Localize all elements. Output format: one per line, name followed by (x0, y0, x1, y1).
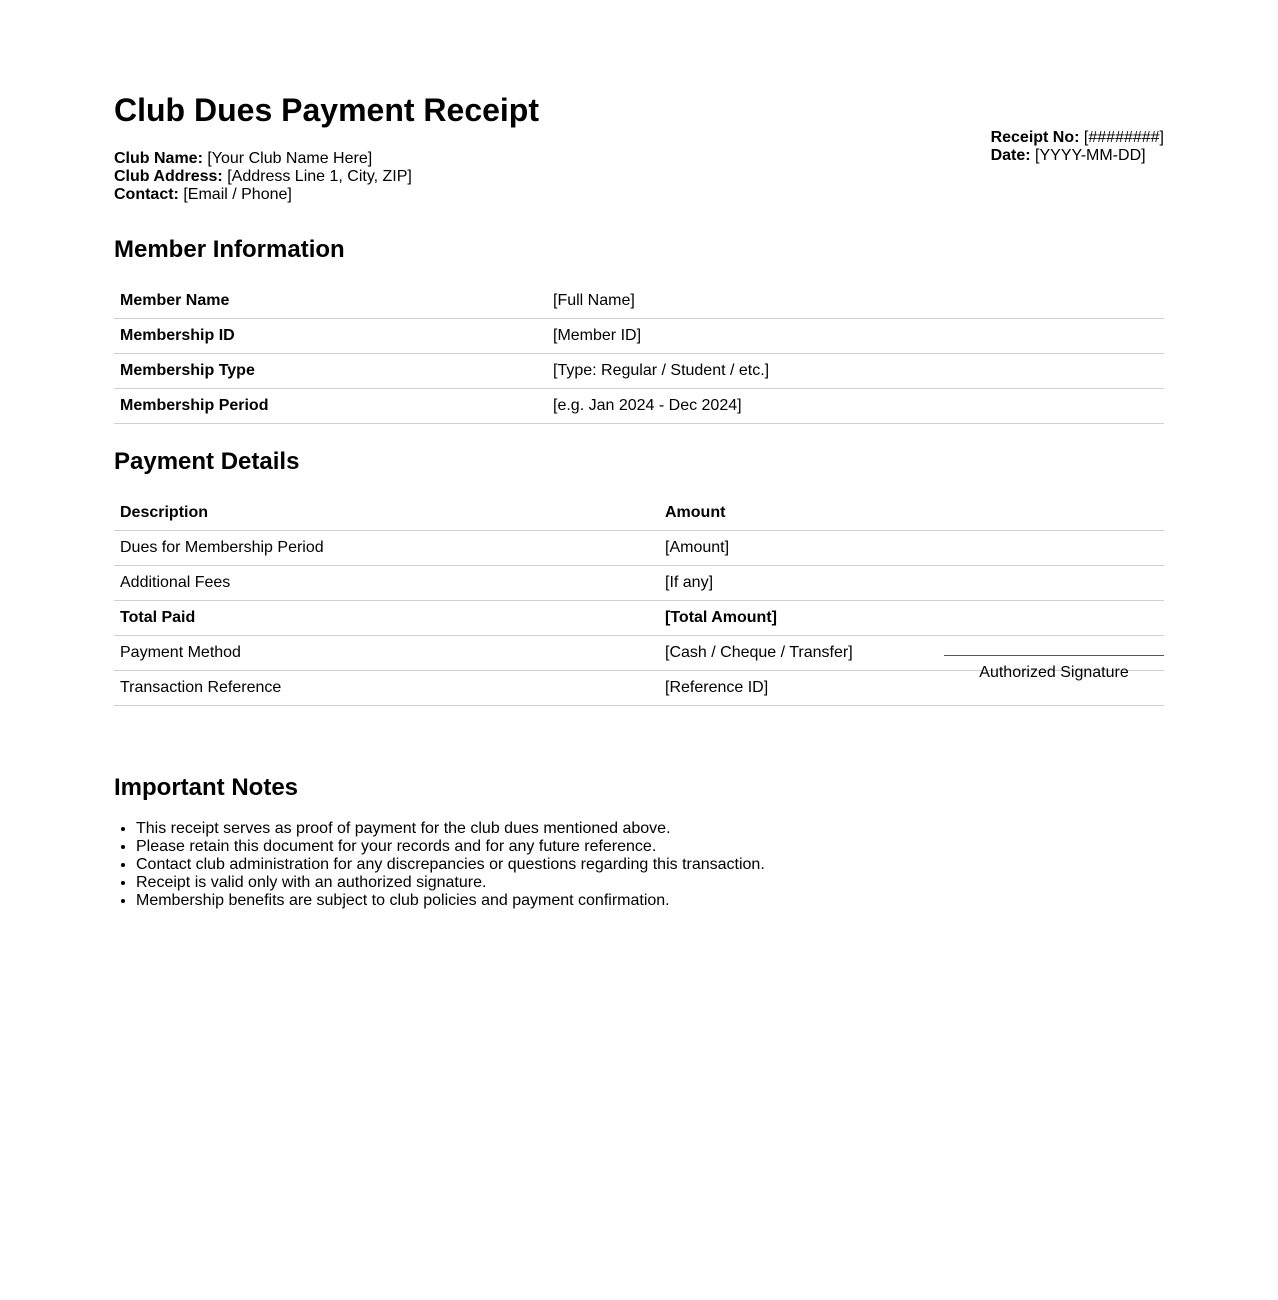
table-row (114, 354, 1164, 389)
list-item: • This receipt serves as proof of payment for the club dues mentioned above. (136, 820, 1164, 838)
date-line (991, 147, 1164, 165)
important-notes-heading: Important Notes (114, 774, 299, 801)
member-name-label: Member Name (114, 284, 547, 319)
contact-value: [Email / Phone] (183, 186, 292, 203)
important-notes-list (114, 820, 1164, 910)
member-name-value: [Full Name] (547, 284, 1164, 319)
member-information-table (114, 284, 1164, 424)
membership-period-label: Membership Period (114, 389, 547, 424)
membership-id-label: Membership ID (114, 319, 547, 354)
receipt-meta (991, 129, 1164, 165)
total-row (114, 601, 1164, 636)
date-value: [YYYY-MM-DD] (1035, 147, 1146, 164)
authorized-signature-label: Authorized Signature (979, 664, 1129, 681)
dues-amount: [Amount] (659, 531, 1164, 566)
table-row (114, 531, 1164, 566)
receipt-no-line (991, 129, 1164, 147)
receipt-no-label: Receipt No: (990, 129, 1080, 146)
date-label: Date: (990, 147, 1031, 164)
total-paid-label: Total Paid (114, 601, 659, 636)
member-information-heading: Member Information (114, 236, 345, 263)
membership-type-label: Membership Type (114, 354, 547, 389)
list-item: • Contact club administration for any discrepancies or questions regarding this transaction. (136, 856, 1164, 874)
list-item: • Please retain this document for your records and for any future reference. (136, 838, 1164, 856)
transaction-reference-label: Transaction Reference (114, 671, 659, 706)
table-row (114, 319, 1164, 354)
payment-method-label: Payment Method (114, 636, 659, 671)
additional-fees-amount: [If any] (659, 566, 1164, 601)
list-item: • Receipt is valid only with an authorized signature. (136, 874, 1164, 892)
amount-column-header: Amount (659, 496, 1164, 531)
club-address-line (114, 168, 1164, 186)
payment-method-value: [Cash / Cheque / Transfer] (659, 636, 1164, 671)
payment-details-heading: Payment Details (114, 448, 300, 475)
membership-period-value: [e.g. Jan 2024 - Dec 2024] (547, 389, 1164, 424)
list-item: • Membership benefits are subject to club policies and payment confirmation. (136, 892, 1164, 910)
authorized-signature-block (944, 655, 1164, 682)
additional-fees-description: Additional Fees (114, 566, 659, 601)
table-row (114, 389, 1164, 424)
receipt-no-value: [########] (1083, 129, 1164, 146)
club-address-value: [Address Line 1, City, ZIP] (227, 168, 412, 185)
contact-line (114, 186, 1164, 204)
description-column-header: Description (114, 496, 659, 531)
club-address-label: Club Address: (114, 168, 223, 185)
table-row (114, 566, 1164, 601)
membership-type-value: [Type: Regular / Student / etc.] (547, 354, 1164, 389)
club-name-label: Club Name: (114, 150, 203, 167)
receipt-title: Club Dues Payment Receipt (114, 92, 539, 128)
transaction-reference-value: [Reference ID] (659, 671, 1164, 706)
receipt-page (114, 0, 1164, 910)
table-header-row (114, 496, 1164, 531)
table-row (114, 284, 1164, 319)
club-name-value: [Your Club Name Here] (207, 150, 373, 167)
dues-description: Dues for Membership Period (114, 531, 659, 566)
membership-id-value: [Member ID] (547, 319, 1164, 354)
total-paid-amount: [Total Amount] (659, 601, 1164, 636)
contact-label: Contact: (114, 186, 179, 203)
